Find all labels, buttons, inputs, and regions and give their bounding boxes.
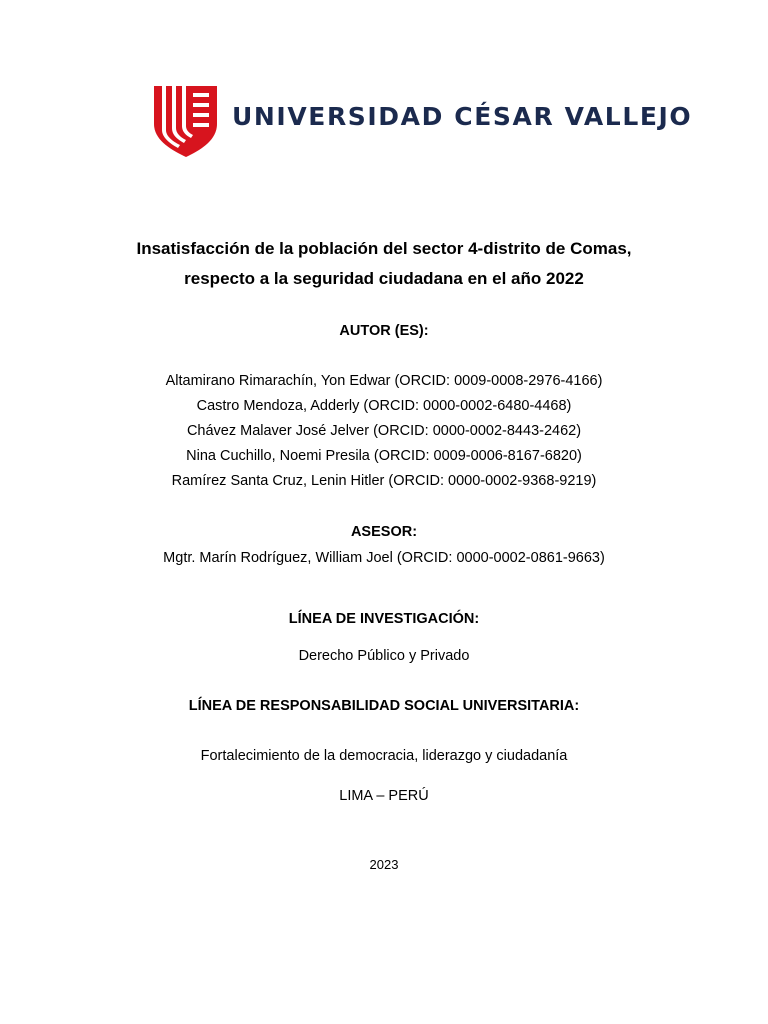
author-name: Chávez Malaver José Jelver (ORCID: 0000-0002-8443-2462) (186, 423, 582, 439)
advisor-heading: ASESOR: (350, 524, 418, 540)
thesis-title-line-1: Insatisfacción de la población del sector 4-distrito de Comas, (136, 239, 632, 258)
university-shield-icon (153, 84, 219, 158)
authors-heading: AUTOR (ES): (339, 323, 429, 339)
social-line-heading: LÍNEA DE RESPONSABILIDAD SOCIAL UNIVERSITARIA: (188, 698, 580, 714)
advisor-name: Mgtr. Marín Rodríguez, William Joel (ORCID: 0000-0002-0861-9663) (163, 550, 605, 566)
author-name: Altamirano Rimarachín, Yon Edwar (ORCID: 0009-0008-2976-4166) (165, 373, 603, 389)
research-line-value: Derecho Público y Privado (298, 648, 470, 664)
social-line-value: Fortalecimiento de la democracia, liderazgo y ciudadanía (200, 748, 568, 764)
place: LIMA – PERÚ (339, 788, 429, 804)
year: 2023 (369, 857, 399, 872)
university-name: UNIVERSIDAD CÉSAR VALLEJO (232, 102, 693, 131)
thesis-title-line-2: respecto a la seguridad ciudadana en el año 2022 (184, 269, 584, 288)
author-name: Nina Cuchillo, Noemi Presila (ORCID: 0009-0006-8167-6820) (186, 448, 582, 464)
author-name: Castro Mendoza, Adderly (ORCID: 0000-0002-6480-4468) (196, 398, 572, 414)
university-logo (153, 84, 693, 159)
author-name: Ramírez Santa Cruz, Lenin Hitler (ORCID: 0000-0002-9368-9219) (171, 473, 597, 489)
research-line-heading: LÍNEA DE INVESTIGACIÓN: (288, 611, 480, 627)
